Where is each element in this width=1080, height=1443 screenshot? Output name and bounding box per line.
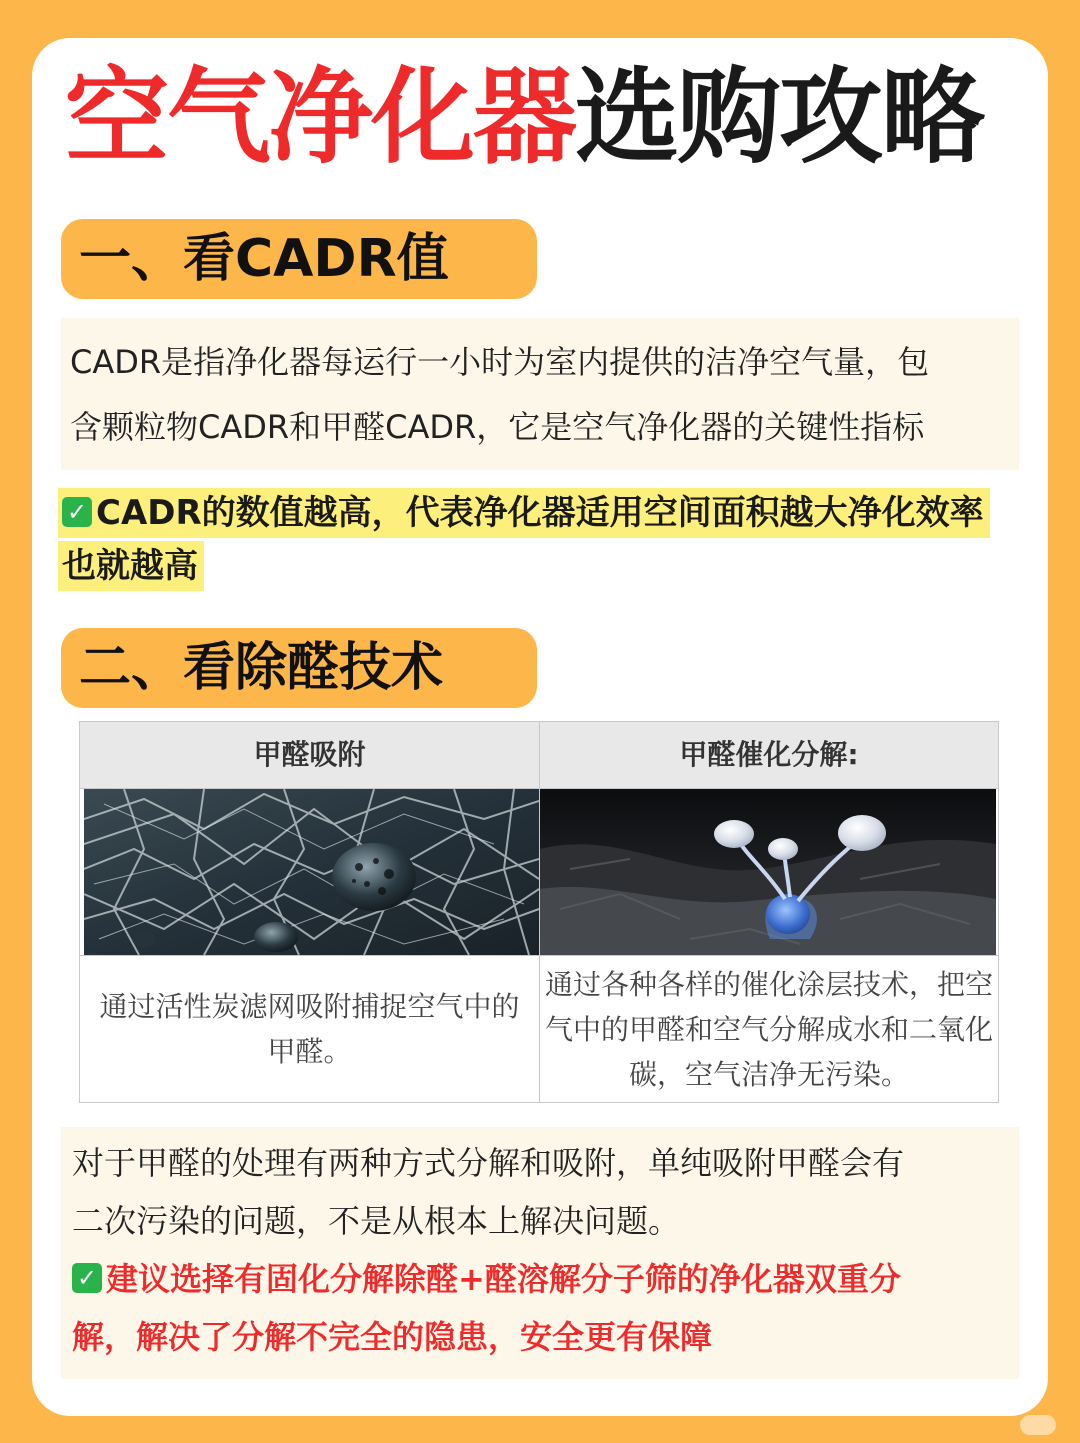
section1-highlight-text1: CADR的数值越高，代表净化器适用空间面积越大净化效率 [96, 493, 984, 533]
section2-note-line2: 二次污染的问题，不是从根本上解决问题。 [72, 1202, 681, 1240]
table-header-adsorption: 甲醛吸附 [80, 722, 539, 788]
section1-heading: 一、看CADR值 [79, 229, 449, 289]
title-red-part: 空气净化器 [65, 56, 576, 178]
adsorption-description: 通过活性炭滤网吸附捕捉空气中的甲醛。 [99, 990, 520, 1068]
comparison-table [79, 721, 999, 1103]
section1-highlight-line2: 也就越高 [58, 541, 204, 591]
advice-text1: 建议选择有固化分解除醛+醛溶解分子筛的净化器双重分 [106, 1260, 901, 1298]
table-column-divider [539, 722, 540, 1102]
section2-note-line1: 对于甲醛的处理有两种方式分解和吸附，单纯吸附甲醛会有 [72, 1144, 905, 1182]
table-header-catalysis: 甲醛催化分解: [540, 722, 998, 788]
watermark-badge [1020, 1415, 1056, 1435]
section1-body-line1: CADR是指净化器每运行一小时为室内提供的洁净空气量，包 [70, 343, 930, 381]
check-mark-icon: ✓ [72, 1263, 102, 1293]
catalysis-description: 通过各种各样的催化涂层技术，把空气中的甲醛和空气分解成水和二氧化碳，空气洁净无污染。 [544, 967, 993, 1091]
carbon-filter-image [84, 789, 539, 955]
section2-heading: 二、看除醛技术 [79, 638, 444, 698]
title-black-part: 选购攻略 [575, 56, 984, 178]
section2-advice-line2: 解，解决了分解不完全的隐患，安全更有保障 [72, 1318, 713, 1356]
section1-body-line2: 含颗粒物CADR和甲醛CADR，它是空气净化器的关键性指标 [70, 408, 925, 446]
page-title [65, 52, 1035, 182]
section2-heading-pill [61, 628, 537, 708]
section1-heading-pill [61, 219, 537, 299]
check-mark-icon: ✓ [62, 497, 92, 527]
catalyst-image [540, 789, 996, 955]
section2-advice-line1 [72, 1251, 901, 1307]
section1-highlight-line1 [58, 488, 990, 538]
